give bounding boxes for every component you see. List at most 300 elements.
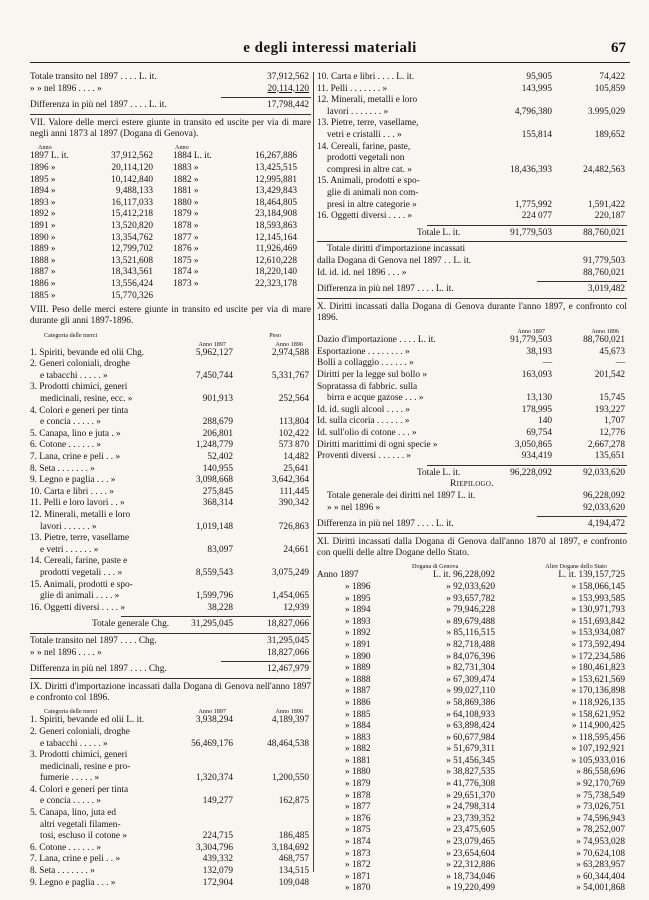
table-row — [317, 416, 627, 428]
table-row — [317, 663, 627, 675]
value-a: 10,142,840 — [111, 174, 153, 185]
row-label: vetri e cristalli . . . » — [327, 129, 402, 140]
value-b: » 172,234,586 — [571, 651, 625, 662]
value-a: » 67,309,474 — [446, 674, 495, 685]
value-a: » 82,731,304 — [446, 663, 495, 674]
value-a: 4,194,472 — [587, 519, 625, 530]
value-b: 23,184,908 — [255, 209, 297, 220]
year-label: » 1896 — [345, 581, 371, 592]
value-b: 3.995,029 — [587, 106, 625, 117]
section-title: IX. Diritti d'importazione incassati dalla Dogana di Genova nell'anno 1897 e confronto col 1896. — [30, 681, 311, 704]
table-row — [317, 628, 627, 640]
value-b: » 153,993,585 — [571, 593, 625, 604]
row-label: Id. id. sugli alcool . . . . » — [317, 404, 410, 415]
table-row — [30, 648, 311, 660]
value-a: 3,050,865 — [514, 439, 552, 450]
row-label: Id. sull'olio di cotone . . . » — [317, 428, 417, 439]
value-a: » 23,739,352 — [446, 813, 495, 824]
year-label: » 1891 — [345, 639, 371, 650]
year-label: 1894 » — [30, 186, 56, 197]
value-a: 224 077 — [521, 211, 552, 222]
value-a: » 92,033,620 — [446, 581, 495, 592]
value-b: » 105,933,016 — [571, 755, 625, 766]
value-b: 468,757 — [278, 854, 309, 865]
value-b: 390,342 — [278, 498, 309, 509]
value-a: » 51,679,311 — [446, 744, 495, 755]
year-label: » 1894 — [345, 605, 371, 616]
table-row — [317, 188, 627, 200]
table-row — [317, 284, 627, 296]
row-label: 9. Legno e paglia . . . » — [30, 877, 116, 888]
row-label: e vetri . . . . . . » — [40, 544, 99, 555]
table-row — [317, 860, 627, 872]
column-subheader — [30, 330, 311, 339]
row-label: 12. Minerali, metalli e loro — [30, 510, 131, 520]
value-b: » 78,252,007 — [576, 825, 625, 836]
value-a: » 29,651,370 — [446, 790, 495, 801]
row-label: lavori . . . . . . » — [40, 521, 97, 532]
subheader-label: Anno 1897 — [198, 708, 226, 716]
year-label: » 1893 — [345, 616, 371, 627]
value-b: 74,422 — [599, 72, 625, 82]
section-title: VII. Valore delle merci estere giunte in transito ed uscite per via di mare negli anni 1873 al 1897 (Dogana di Genova). — [30, 117, 311, 140]
table-row — [317, 570, 627, 582]
value-a: 155,814 — [521, 129, 552, 140]
row-label: » » nel 1896 . . . . » — [30, 83, 102, 94]
table-row — [30, 151, 311, 163]
value-a: 5,962,127 — [195, 347, 233, 358]
value-b: 13,429,843 — [255, 186, 297, 197]
year-label: 1886 » — [30, 278, 56, 289]
value-b: 573 870 — [278, 440, 309, 451]
row-label: 2. Generi coloniali, droghe — [30, 726, 130, 737]
row-label: 8. Seta . . . . . . . » — [30, 866, 95, 877]
table-row — [317, 176, 627, 188]
table-row — [30, 244, 311, 256]
column-subheader — [317, 561, 627, 570]
year-label: » 1880 — [345, 767, 371, 778]
year-label: 1881 » — [173, 186, 199, 197]
column-subheader — [30, 339, 311, 348]
table-row — [317, 268, 627, 280]
value-a: » 63,898,424 — [446, 721, 495, 732]
table-row — [30, 715, 311, 727]
row-label: Proventi diversi . . . . . . » — [317, 451, 411, 462]
value-b: 12,610,228 — [255, 255, 297, 266]
value-b: » 75,738,549 — [576, 790, 625, 801]
value-a: » 23,079,465 — [446, 837, 495, 848]
year-label: 1885 » — [30, 290, 56, 301]
year-label: 1888 » — [30, 255, 56, 266]
table-row — [317, 468, 627, 480]
table-row — [317, 733, 627, 745]
value-a: 149,277 — [202, 796, 233, 807]
table-row — [30, 785, 311, 797]
value-a: 3,019,482 — [587, 284, 625, 295]
year-label: » 1875 — [345, 825, 371, 836]
year-label: 1878 » — [173, 220, 199, 231]
value-a: 12,799,702 — [111, 244, 153, 255]
year-label: 1874 » — [173, 267, 199, 278]
row-label: e tabacchi . . . . . » — [40, 738, 108, 749]
rule-line — [317, 298, 627, 299]
table-row — [30, 72, 311, 84]
value-a: 91,779,503 — [583, 255, 625, 266]
value-b: — — [615, 358, 625, 369]
table-row — [317, 519, 627, 531]
value-b: 162,875 — [278, 796, 309, 807]
value-b: » 151,693,842 — [571, 616, 625, 627]
table-row — [30, 854, 311, 866]
value-a: 1,775,992 — [514, 199, 552, 210]
table-row — [317, 825, 627, 837]
value-a: 1,320,374 — [195, 773, 233, 784]
value-b: » 130,971,793 — [571, 605, 625, 616]
subheader-label: Dogana di Genova — [412, 563, 459, 571]
year-label: 1887 » — [30, 267, 56, 278]
row-label: prodotti vegetali . . . » — [40, 567, 123, 578]
value-a: 15,770,326 — [111, 290, 153, 301]
table-row — [317, 767, 627, 779]
year-label: 1882 » — [173, 174, 199, 185]
subheader-label: Peso — [269, 331, 281, 339]
rule-line — [427, 465, 627, 466]
value-a: 4,796,380 — [514, 106, 552, 117]
row-label: fumerie . . . . . » — [40, 773, 100, 784]
year-label: 1895 » — [30, 174, 56, 185]
value-b: 220,187 — [594, 211, 625, 222]
value-a: » 79,946,228 — [446, 605, 495, 616]
row-label: medicinali, resine, ecc. » — [40, 394, 133, 405]
table-row — [30, 866, 311, 878]
table-row — [30, 522, 311, 534]
table-row — [317, 605, 627, 617]
value-a: 3,304,796 — [195, 842, 233, 853]
year-label: » 1872 — [345, 860, 371, 871]
row-label: 16. Oggetti diversi . . . . » — [30, 602, 126, 613]
subheader-label: Categoria delle merci — [44, 331, 98, 339]
value-b: 726,863 — [278, 521, 309, 532]
year-label: 1893 » — [30, 197, 56, 208]
table-row — [317, 256, 627, 268]
row-label: 14. Cereali, farine, paste e — [30, 556, 128, 567]
table-row — [30, 84, 311, 96]
table-row — [30, 359, 311, 371]
table-row — [317, 130, 627, 142]
value-a: 38,228 — [207, 602, 233, 613]
value-b: » 86,558,696 — [576, 767, 625, 778]
value-a: 91,779,503 — [510, 227, 552, 238]
value-b: 102,422 — [278, 428, 309, 439]
value-b: 2,974,588 — [271, 347, 309, 358]
value-b: 13,425,515 — [255, 162, 297, 173]
row-label: prodotti vegetali non — [327, 153, 405, 164]
year-label: » 1887 — [345, 686, 371, 697]
year-label: 1873 » — [173, 278, 199, 289]
year-label: » 1892 — [345, 628, 371, 639]
value-b: 14,482 — [283, 452, 309, 463]
year-label: » 1885 — [345, 709, 371, 720]
row-label: Id. sulla cicoria . . . . . . » — [317, 416, 410, 427]
value-a: » 22,312,886 — [446, 860, 495, 871]
table-row — [30, 256, 311, 268]
table-row — [317, 428, 627, 440]
table-row — [30, 279, 311, 291]
row-label: glie di animali non com- — [327, 187, 419, 198]
row-label: 8. Seta . . . . . . . » — [30, 463, 95, 474]
table-row — [317, 72, 627, 84]
value-b: 88,760,021 — [583, 227, 625, 238]
value-b: » 92,170,769 — [576, 779, 625, 790]
table-row — [30, 556, 311, 568]
value-a: 17,798,442 — [267, 100, 309, 111]
table-row — [30, 406, 311, 418]
value-b: » 114,900,425 — [571, 721, 625, 732]
table-row — [317, 837, 627, 849]
row-label: 16. Oggetti diversi . . . . » — [317, 211, 413, 222]
table-row — [317, 802, 627, 814]
row-label: Differenza in più nel 1897 . . . . L. it. — [317, 519, 454, 530]
year-label: 1880 » — [173, 197, 199, 208]
value-b: L. it. 139,157,725 — [558, 570, 625, 581]
table-row — [30, 750, 311, 762]
row-label: 11. Pelli . . . . . . . » — [317, 83, 388, 94]
row-label: 13. Pietre, terre, vasellame — [30, 533, 130, 544]
table-row — [317, 405, 627, 417]
value-b: 1,454,065 — [271, 591, 309, 602]
value-a: 12,467,979 — [267, 664, 309, 675]
table-row — [30, 417, 311, 429]
value-a: 368,314 — [202, 498, 233, 509]
value-a: 1,599,796 — [195, 591, 233, 602]
year-label: » 1879 — [345, 779, 371, 790]
year-label: » 1890 — [345, 651, 371, 662]
table-row — [317, 358, 627, 370]
year-label: » 1883 — [345, 732, 371, 743]
row-label: Differenza in più nel 1897 . . . . Chg. — [30, 664, 167, 675]
value-a: 96,228,092 — [583, 491, 625, 501]
row-label: 9. Legno e paglia . . . » — [30, 475, 116, 486]
year-label: Anno 1897 — [317, 570, 359, 581]
value-a: 69,754 — [526, 428, 552, 439]
value-b: 4,189,397 — [271, 715, 309, 726]
table-row — [317, 491, 627, 503]
table-row — [30, 820, 311, 832]
table-row — [317, 153, 627, 165]
table-row — [30, 545, 311, 557]
value-b: 12,939 — [283, 602, 309, 613]
table-row — [30, 878, 311, 890]
value-b: 24,661 — [283, 544, 309, 555]
value-b: » 60,344,404 — [576, 871, 625, 882]
value-b: » 173,592,494 — [571, 639, 625, 650]
value-b: » 70,624,108 — [576, 848, 625, 859]
row-label: 6. Cotone . . . . . . » — [30, 440, 102, 451]
value-a: 1,248,779 — [195, 440, 233, 451]
rule-line — [537, 516, 627, 517]
year-label: 1890 » — [30, 232, 56, 243]
row-label: 10. Carta e libri . . . . » — [30, 486, 114, 497]
value-a: 1,019,148 — [195, 521, 233, 532]
value-a: 18,827,066 — [267, 647, 309, 658]
value-b: 11,926,469 — [255, 244, 297, 255]
rule-line — [121, 616, 311, 617]
table-row — [30, 773, 311, 785]
column-divider — [313, 72, 314, 872]
value-b: 109,048 — [278, 877, 309, 888]
value-b: 135,651 — [594, 451, 625, 462]
row-label: 5. Canapa, lino, juta ed — [30, 808, 116, 819]
row-label: glie di animali . . . . » — [40, 591, 120, 602]
row-label: Totale transito nel 1897 . . . . L. it. — [30, 72, 157, 82]
table-row — [317, 594, 627, 606]
table-row — [30, 475, 311, 487]
year-label: » 1888 — [345, 674, 371, 685]
table-row — [30, 209, 311, 221]
value-a: 439,332 — [202, 854, 233, 865]
column-subheader — [30, 142, 311, 151]
table-row — [317, 393, 627, 405]
table-row — [30, 429, 311, 441]
value-a: 38,193 — [526, 346, 552, 357]
value-a: 132,079 — [202, 866, 233, 877]
table-row — [30, 533, 311, 545]
row-label: Totale diritti d'importazione incassati — [327, 244, 466, 255]
table-row — [317, 451, 627, 463]
row-label: altri vegetali filamen- — [40, 819, 121, 830]
table-row — [30, 175, 311, 187]
row-label: 12. Minerali, metalli e loro — [317, 95, 418, 106]
row-label: e concia . . . . . » — [40, 417, 101, 428]
value-a: 13,556,424 — [111, 278, 153, 289]
table-row — [317, 347, 627, 359]
value-a: 7,450,744 — [195, 370, 233, 381]
subheader-label: Anno 1896 — [275, 340, 303, 348]
value-a: » 60,677,984 — [446, 732, 495, 743]
subheader-label: Anno 1897 — [517, 328, 545, 336]
value-b: 2,667,278 — [587, 439, 625, 450]
value-a: 934,419 — [521, 451, 552, 462]
table-row — [30, 739, 311, 751]
row-label: 5. Canapa, lino e juta . » — [30, 428, 121, 439]
value-b: » 153,934,087 — [571, 628, 625, 639]
row-label: Totale generale dei diritti nel 1897 L. it. — [327, 491, 476, 501]
value-a: 13,520,820 — [111, 220, 153, 231]
value-a: 178,995 — [521, 404, 552, 415]
table-row — [30, 636, 311, 648]
table-row — [30, 186, 311, 198]
value-a: 275,845 — [202, 486, 233, 497]
value-b: » 74,953,028 — [576, 837, 625, 848]
table-row — [30, 487, 311, 499]
value-b: » 118,595,456 — [571, 732, 625, 743]
value-a: 143,995 — [521, 83, 552, 94]
row-label: 1. Spiriti, bevande ed olii L. it. — [30, 715, 145, 726]
value-b: 105,859 — [594, 83, 625, 94]
value-b: 18,220,140 — [255, 267, 297, 278]
value-b: 92,033,620 — [583, 467, 625, 478]
table-row — [30, 580, 311, 592]
row-label: Dazio d'importazione . . . . L. it. — [317, 335, 436, 346]
table-row — [30, 510, 311, 522]
value-a: 901,913 — [202, 394, 233, 405]
row-label: Totale generale Chg. — [92, 619, 170, 630]
table-row — [317, 617, 627, 629]
rule-line — [221, 661, 311, 662]
value-b: 201,542 — [594, 370, 625, 381]
value-b: 193,227 — [594, 404, 625, 415]
value-a: 9,488,133 — [115, 186, 153, 197]
year-label: 1896 » — [30, 162, 56, 173]
year-label: » 1895 — [345, 593, 371, 604]
value-a: » 85,116,515 — [446, 628, 495, 639]
value-b: 1,707 — [604, 416, 625, 427]
row-label: 13. Pietre, terre, vasellame, — [317, 118, 419, 129]
value-a: » 58,869,386 — [446, 697, 495, 708]
value-a: 91,779,503 — [510, 335, 552, 346]
value-a: 37,912,562 — [111, 151, 153, 162]
value-a: » 23,654,604 — [446, 848, 495, 859]
value-b: 45,673 — [599, 346, 625, 357]
table-row — [317, 118, 627, 130]
table-row — [317, 686, 627, 698]
table-row — [30, 831, 311, 843]
value-a: 140 — [538, 416, 552, 427]
row-label: 1. Spiriti, bevande ed olii Chg. — [30, 347, 145, 358]
value-a: » 24,798,314 — [446, 802, 495, 813]
row-label: e concia . . . . . » — [40, 796, 101, 807]
value-a: 83,097 — [207, 544, 233, 555]
rule-line — [221, 97, 311, 98]
page-number: 67 — [611, 40, 626, 56]
year-label: » 1870 — [345, 883, 371, 894]
table-row — [30, 464, 311, 476]
table-row — [317, 721, 627, 733]
row-label: compresi in altre cat. » — [327, 164, 412, 175]
year-label: 1877 » — [173, 232, 199, 243]
value-a: » 19,220,499 — [446, 883, 495, 894]
rule-line — [30, 114, 311, 115]
table-row — [30, 452, 311, 464]
year-label: 1889 » — [30, 244, 56, 255]
row-label: Diritti per la legge sul bollo » — [317, 370, 427, 381]
value-b: 18,827,066 — [267, 619, 309, 630]
year-label: » 1877 — [345, 802, 371, 813]
section-title: VIII. Peso delle merci estere giunte in transito ed uscite per via di mare durante gli anni 1897-1896. — [30, 305, 311, 327]
value-b: 3,642,364 — [271, 475, 309, 486]
value-b: » 107,192,921 — [571, 744, 625, 755]
value-a: » 23,475,605 — [446, 825, 495, 836]
value-b: 1,200,550 — [271, 773, 309, 784]
table-row — [317, 849, 627, 861]
value-b: 5,331,767 — [271, 370, 309, 381]
row-label: 3. Prodotti chimici, generi — [30, 750, 128, 761]
subheader-label: Anno 1896 — [275, 708, 303, 716]
row-label: 2. Generi coloniali, droghe — [30, 359, 130, 370]
rule-line — [537, 281, 627, 282]
row-label: 3. Prodotti chimici, generi — [30, 382, 128, 393]
year-label: 1879 » — [173, 209, 199, 220]
table-row — [317, 84, 627, 96]
row-label: 4. Colori e generi per tinta — [30, 784, 129, 795]
value-a: 15,412,218 — [111, 209, 153, 220]
table-row — [317, 440, 627, 452]
row-label: 15. Animali, prodotti e spo- — [317, 176, 420, 187]
value-b: 15,745 — [599, 393, 625, 404]
value-b: » 118,926,135 — [571, 697, 625, 708]
table-row — [317, 370, 627, 382]
row-label: » » nel 1896 . . . . » — [30, 647, 102, 658]
